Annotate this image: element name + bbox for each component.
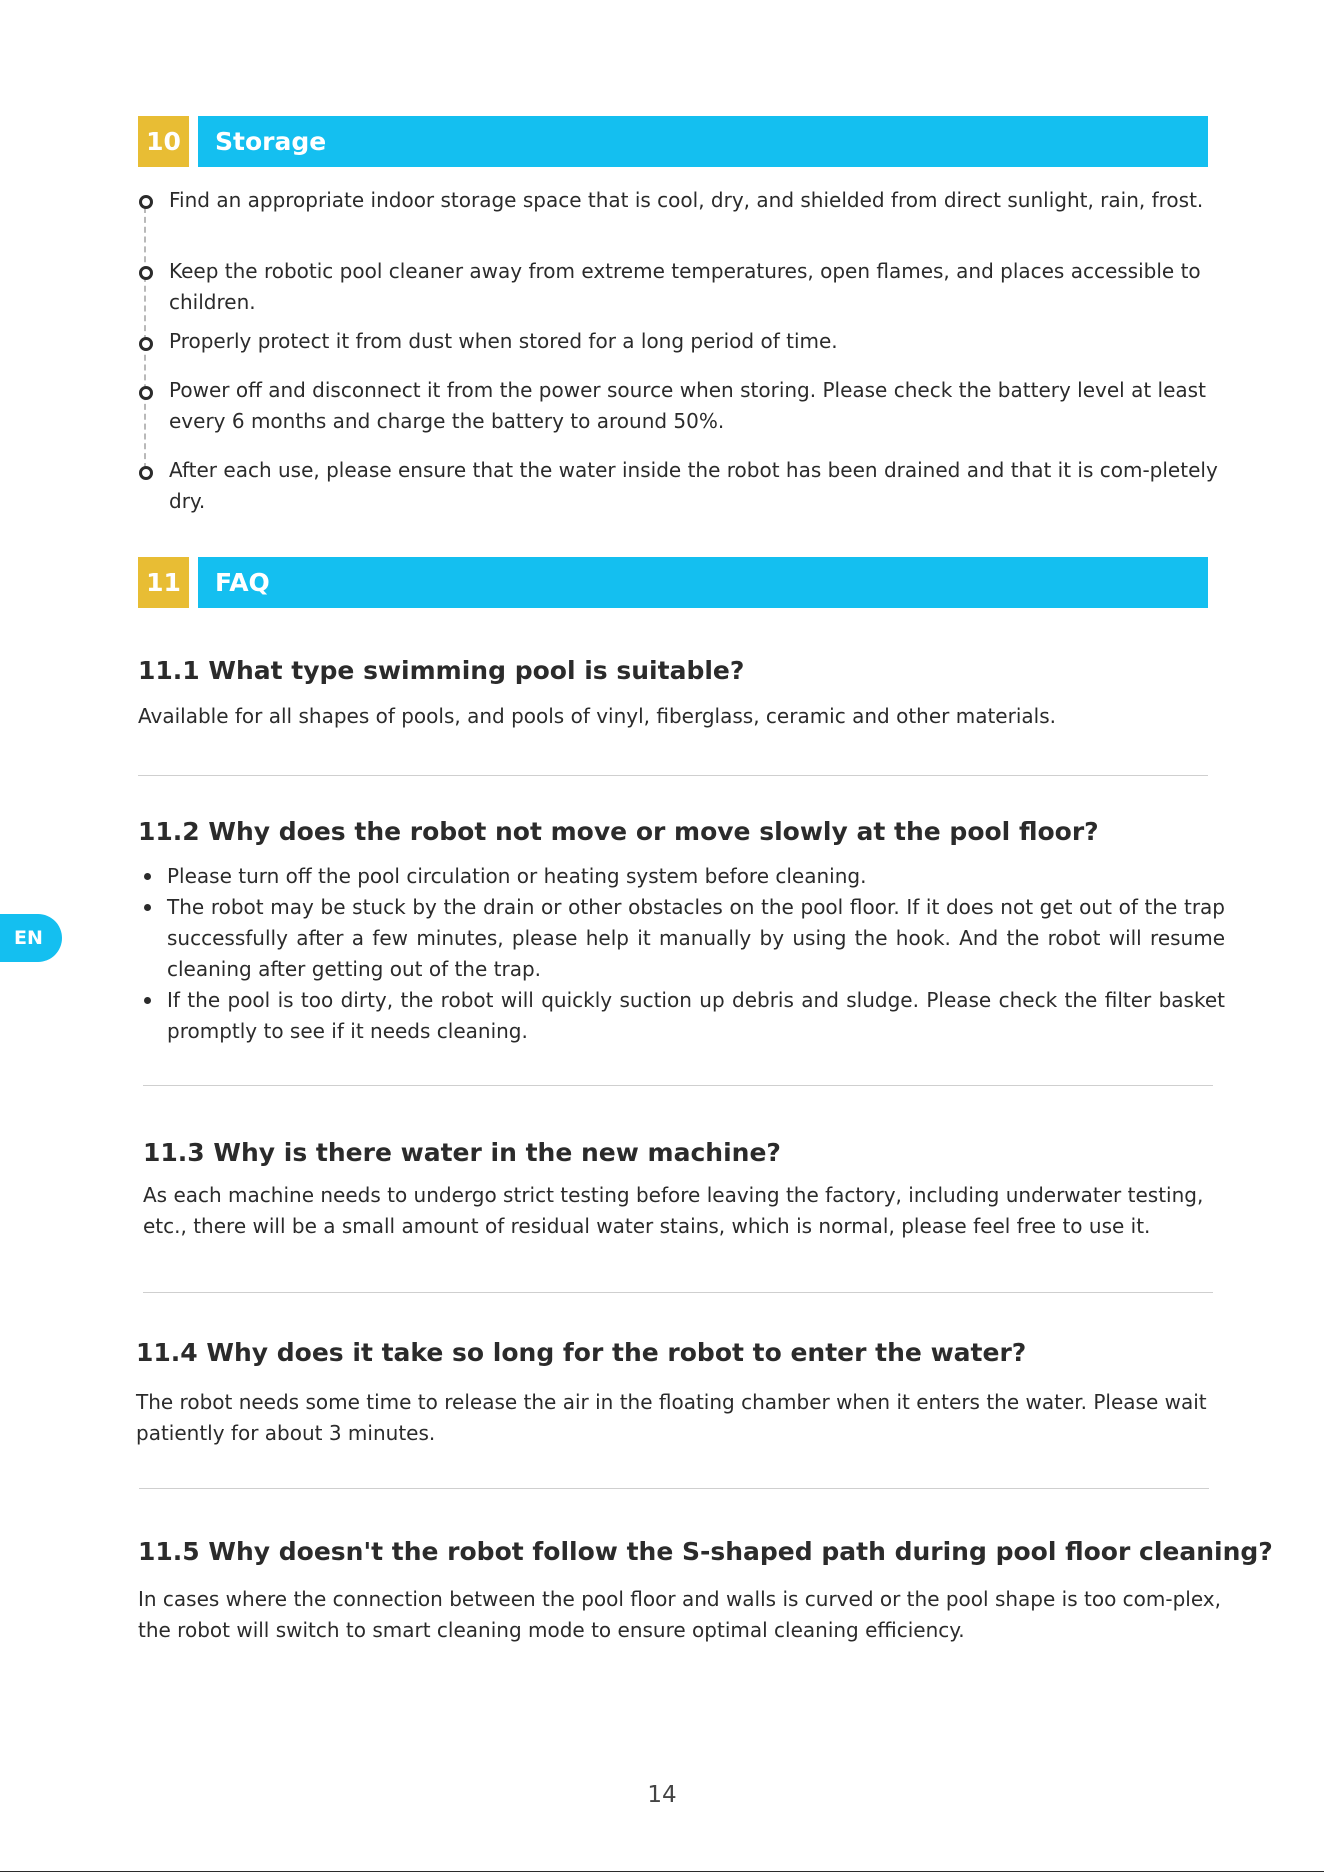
storage-bullet [139, 266, 153, 280]
faq-question-title: 11.1 What type swimming pool is suitable? [138, 656, 745, 685]
faq-answer: As each machine needs to undergo strict testing before leaving the factory, including underwater testing, etc., there will be a small amount of residual water stains, which is normal, please feel free to use it. [143, 1183, 1204, 1238]
faq-answer-list [140, 861, 1225, 1047]
list-item: If the pool is too dirty, the robot will quickly suction up debris and sludge. Please check the filter basket promptly to see if it needs cleaning. [140, 985, 1225, 1047]
language-tab: EN [0, 914, 62, 962]
faq-divider [143, 1085, 1213, 1086]
section-number-faq: 11 [138, 557, 189, 608]
faq-question-title: 11.5 Why doesn't the robot follow the S-shaped path during pool floor cleaning? [138, 1537, 1273, 1566]
faq-answer: In cases where the connection between the pool floor and walls is curved or the pool shape is too com-plex, the robot will switch to smart cleaning mode to ensure optimal cleaning efficiency. [138, 1587, 1221, 1642]
storage-item: Power off and disconnect it from the power source when storing. Please check the battery level at least every 6 months and charge the battery to around 50%. [169, 378, 1206, 433]
storage-item: Properly protect it from dust when stored for a long period of time. [169, 329, 838, 353]
storage-bullet [139, 466, 153, 480]
storage-item: Keep the robotic pool cleaner away from extreme temperatures, open flames, and places accessible to children. [169, 259, 1201, 314]
storage-bullet [139, 337, 153, 351]
page-number: 14 [647, 1782, 677, 1808]
faq-question-title: 11.4 Why does it take so long for the robot to enter the water? [136, 1338, 1027, 1367]
section-title-faq: FAQ [198, 557, 1208, 608]
storage-bullet [139, 386, 153, 400]
faq-divider [143, 1292, 1213, 1293]
faq-answer: Available for all shapes of pools, and pools of vinyl, fiberglass, ceramic and other materials. [138, 704, 1056, 728]
storage-item: Find an appropriate indoor storage space that is cool, dry, and shielded from direct sunlight, rain, frost. [169, 188, 1204, 212]
list-item: The robot may be stuck by the drain or other obstacles on the pool floor. If it does not get out of the trap successfully after a few minutes, please help it manually by using the hook. And the robot will resume cleaning after getting out of the trap. [140, 892, 1225, 985]
section-title-storage: Storage [198, 116, 1208, 167]
storage-bullet [139, 195, 153, 209]
list-item: Please turn off the pool circulation or heating system before cleaning. [140, 861, 1225, 892]
faq-divider [138, 775, 1208, 776]
faq-divider [139, 1488, 1209, 1489]
section-number-storage: 10 [138, 116, 189, 167]
faq-answer: The robot needs some time to release the air in the floating chamber when it enters the water. Please wait patiently for about 3 minutes. [136, 1390, 1207, 1445]
faq-question-title: 11.2 Why does the robot not move or move slowly at the pool floor? [138, 817, 1099, 846]
storage-item: After each use, please ensure that the water inside the robot has been drained and that it is com-pletely dry. [169, 458, 1218, 513]
faq-question-title: 11.3 Why is there water in the new machine? [143, 1138, 781, 1167]
